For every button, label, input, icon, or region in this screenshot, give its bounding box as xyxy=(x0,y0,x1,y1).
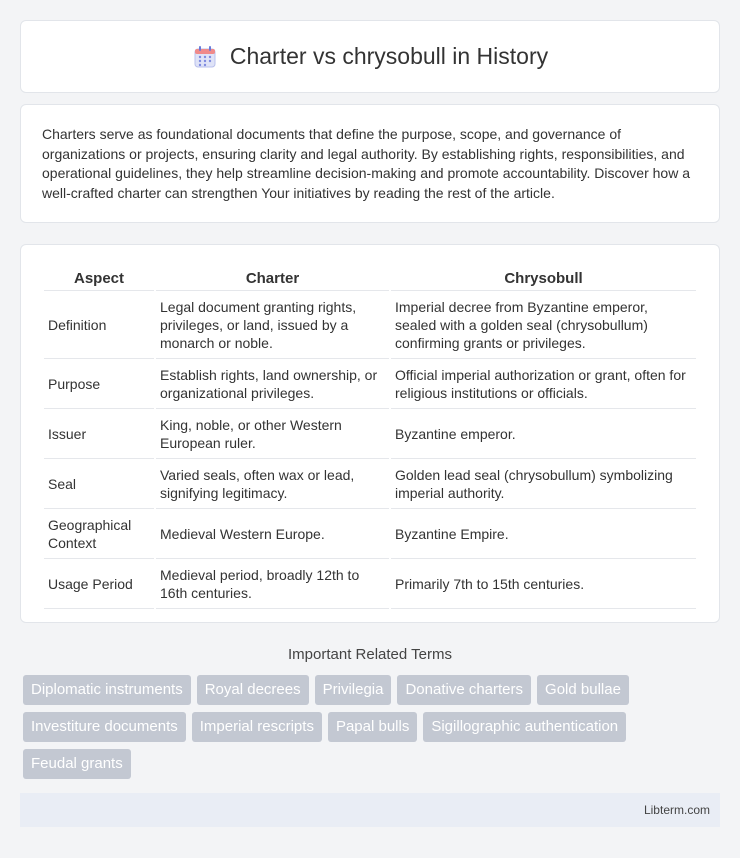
header-aspect: Aspect xyxy=(44,266,154,291)
table-row xyxy=(44,410,696,459)
table-header-row xyxy=(44,266,696,291)
row-aspect: Definition xyxy=(44,292,154,359)
row-charter: Medieval period, broadly 12th to 16th centuries. xyxy=(156,560,389,609)
related-terms-tags xyxy=(20,675,700,779)
tag-investiture-documents[interactable]: Investiture documents xyxy=(23,712,186,742)
row-charter: Legal document granting rights, privileges, or land, issued by a monarch or noble. xyxy=(156,292,389,359)
tag-royal-decrees[interactable]: Royal decrees xyxy=(197,675,309,705)
table-row xyxy=(44,460,696,509)
row-chrysobull: Primarily 7th to 15th centuries. xyxy=(391,560,696,609)
row-chrysobull: Golden lead seal (chrysobullum) symbolizing imperial authority. xyxy=(391,460,696,509)
tag-donative-charters[interactable]: Donative charters xyxy=(397,675,531,705)
table-row xyxy=(44,292,696,359)
tag-privilegia[interactable]: Privilegia xyxy=(315,675,392,705)
row-charter: Varied seals, often wax or lead, signifying legitimacy. xyxy=(156,460,389,509)
tag-gold-bullae[interactable]: Gold bullae xyxy=(537,675,629,705)
row-aspect: Geographical Context xyxy=(44,510,154,559)
row-aspect: Purpose xyxy=(44,360,154,409)
table-row xyxy=(44,510,696,559)
row-charter: King, noble, or other Western European ruler. xyxy=(156,410,389,459)
related-terms-title: Important Related Terms xyxy=(288,646,452,663)
tag-sigillographic-authentication[interactable]: Sigillographic authentication xyxy=(423,712,626,742)
row-chrysobull: Byzantine emperor. xyxy=(391,410,696,459)
intro-paragraph: Charters serve as foundational documents that define the purpose, scope, and governance of organizations or projects, ensuring clarity and legal authority. By establishing rights, responsibilities, and operational guidelines, they help streamline decision-making and promote accountability. Discover how a well-crafted charter can strengthen Your initiatives by reading the rest of the article. xyxy=(42,126,690,201)
tag-papal-bulls[interactable]: Papal bulls xyxy=(328,712,417,742)
table-row xyxy=(44,360,696,409)
row-chrysobull: Official imperial authorization or grant, often for religious institutions or officials. xyxy=(391,360,696,409)
tag-feudal-grants[interactable]: Feudal grants xyxy=(23,749,131,779)
comparison-table xyxy=(42,265,698,610)
title-card xyxy=(20,20,720,93)
calendar-icon xyxy=(192,44,218,70)
header-charter: Charter xyxy=(156,266,389,291)
table-row xyxy=(44,560,696,609)
row-aspect: Seal xyxy=(44,460,154,509)
page-title: Charter vs chrysobull in History xyxy=(229,43,549,69)
row-aspect: Usage Period xyxy=(44,560,154,609)
footer xyxy=(20,793,720,827)
tag-diplomatic-instruments[interactable]: Diplomatic instruments xyxy=(23,675,191,705)
row-aspect: Issuer xyxy=(44,410,154,459)
row-charter: Establish rights, land ownership, or organizational privileges. xyxy=(156,360,389,409)
related-terms-section xyxy=(20,646,720,779)
row-chrysobull: Imperial decree from Byzantine emperor, sealed with a golden seal (chrysobullum) confirming grants or privileges. xyxy=(391,292,696,359)
comparison-table-card xyxy=(20,244,720,623)
header-chrysobull: Chrysobull xyxy=(391,266,696,291)
footer-brand-link[interactable]: Libterm.com xyxy=(643,803,710,817)
row-chrysobull: Byzantine Empire. xyxy=(391,510,696,559)
tag-imperial-rescripts[interactable]: Imperial rescripts xyxy=(192,712,322,742)
intro-card xyxy=(20,104,720,223)
row-charter: Medieval Western Europe. xyxy=(156,510,389,559)
